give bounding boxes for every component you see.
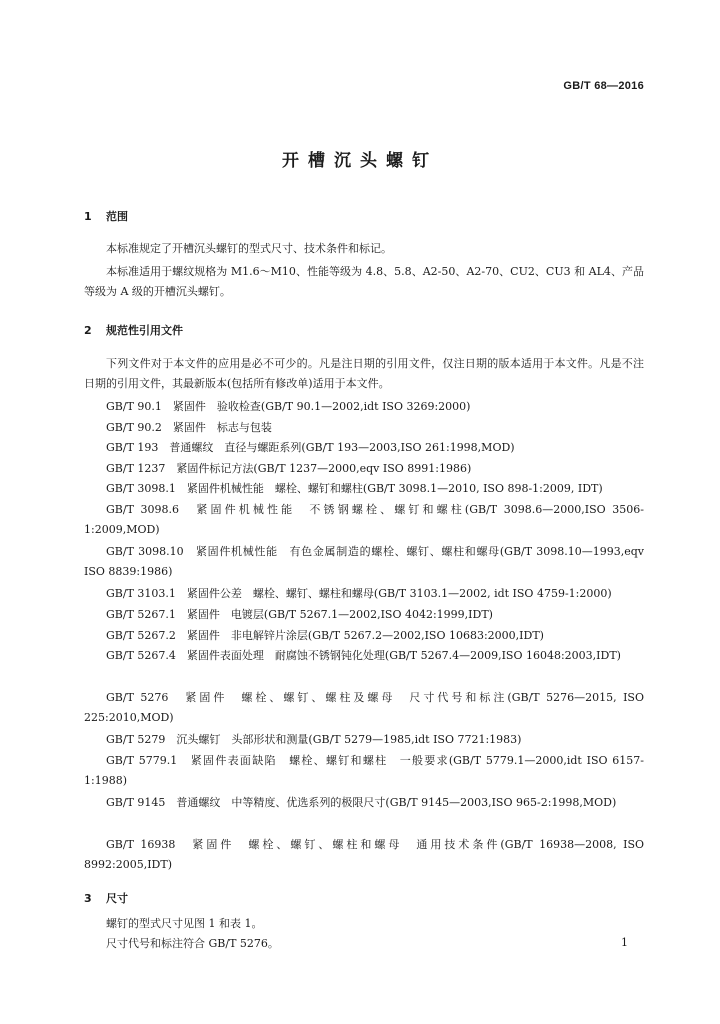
scope-paragraph-2: 本标准适用于螺纹规格为 M1.6～M10、性能等级为 4.8、5.8、A2-50、A2-70、CU2、CU3 和 AL4、产品等级为 A 级的开槽沉头螺钉。 (84, 265, 644, 298)
section-title: 尺寸 (106, 892, 128, 905)
dimensions-paragraph-1: 螺钉的型式尺寸见图 1 和表 1。 (106, 917, 263, 930)
reference-item: GB/T 5267.4 紧固件表面处理 耐腐蚀不锈钢钝化处理(GB/T 5267.4—2009,ISO 16048:2003,IDT) (106, 649, 621, 662)
reference-item: GB/T 5267.1 紧固件 电镀层(GB/T 5267.1—2002,ISO 4042:1999,IDT) (106, 608, 493, 621)
reference-item: GB/T 5276 紧固件 螺栓、螺钉、螺柱及螺母 尺寸代号和标注(GB/T 5276—2015, ISO 225:2010,MOD) (84, 691, 644, 724)
reference-item: GB/T 90.1 紧固件 验收检查(GB/T 90.1—2002,idt ISO 3269:2000) (106, 400, 471, 413)
reference-item: GB/T 5279 沉头螺钉 头部形状和测量(GB/T 5279—1985,idt ISO 7721:1983) (106, 733, 522, 746)
section-number: 1 (84, 210, 92, 223)
section-title: 规范性引用文件 (106, 324, 183, 337)
reference-item: GB/T 3098.1 紧固件机械性能 螺栓、螺钉和螺柱(GB/T 3098.1—2010, ISO 898-1:2009, IDT) (106, 482, 603, 495)
reference-item: GB/T 5779.1 紧固件表面缺陷 螺栓、螺钉和螺柱 一般要求(GB/T 5779.1—2000,idt ISO 6157-1:1988) (84, 754, 644, 787)
scope-paragraph-1: 本标准规定了开槽沉头螺钉的型式尺寸、技术条件和标记。 (106, 242, 392, 255)
section-title: 范围 (106, 210, 128, 223)
reference-item: GB/T 90.2 紧固件 标志与包装 (106, 421, 272, 434)
section-heading-references (84, 322, 183, 338)
section-heading-scope (84, 208, 128, 224)
dimensions-paragraph-2: 尺寸代号和标注符合 GB/T 5276。 (106, 937, 279, 950)
references-intro: 下列文件对于本文件的应用是必不可少的。凡是注日期的引用文件，仅注日期的版本适用于本文件。凡是不注日期的引用文件，其最新版本(包括所有修改单)适用于本文件。 (84, 357, 644, 390)
section-heading-dimensions (84, 890, 128, 906)
reference-item: GB/T 1237 紧固件标记方法(GB/T 1237—2000,eqv ISO 8991:1986) (106, 462, 472, 475)
page-number: 1 (621, 936, 628, 949)
section-number: 2 (84, 324, 92, 337)
reference-item: GB/T 3103.1 紧固件公差 螺栓、螺钉、螺柱和螺母(GB/T 3103.1—2002, idt ISO 4759-1:2000) (106, 587, 612, 600)
reference-item: GB/T 5267.2 紧固件 非电解锌片涂层(GB/T 5267.2—2002,ISO 10683:2000,IDT) (106, 629, 544, 642)
standard-code: GB/T 68—2016 (563, 80, 644, 92)
reference-item: GB/T 193 普通螺纹 直径与螺距系列(GB/T 193—2003,ISO 261:1998,MOD) (106, 441, 515, 454)
reference-item: GB/T 3098.10 紧固件机械性能 有色金属制造的螺栓、螺钉、螺柱和螺母(GB/T 3098.10—1993,eqv ISO 8839:1986) (84, 545, 644, 578)
reference-item: GB/T 9145 普通螺纹 中等精度、优选系列的极限尺寸(GB/T 9145—2003,ISO 965-2:1998,MOD) (106, 796, 617, 809)
reference-item: GB/T 3098.6 紧固件机械性能 不锈钢螺栓、螺钉和螺柱(GB/T 3098.6—2000,ISO 3506-1:2009,MOD) (84, 503, 644, 536)
document-title: 开槽沉头螺钉 (282, 151, 438, 171)
reference-item: GB/T 16938 紧固件 螺栓、螺钉、螺柱和螺母 通用技术条件(GB/T 16938—2008, ISO 8992:2005,IDT) (84, 838, 644, 871)
section-number: 3 (84, 892, 92, 905)
